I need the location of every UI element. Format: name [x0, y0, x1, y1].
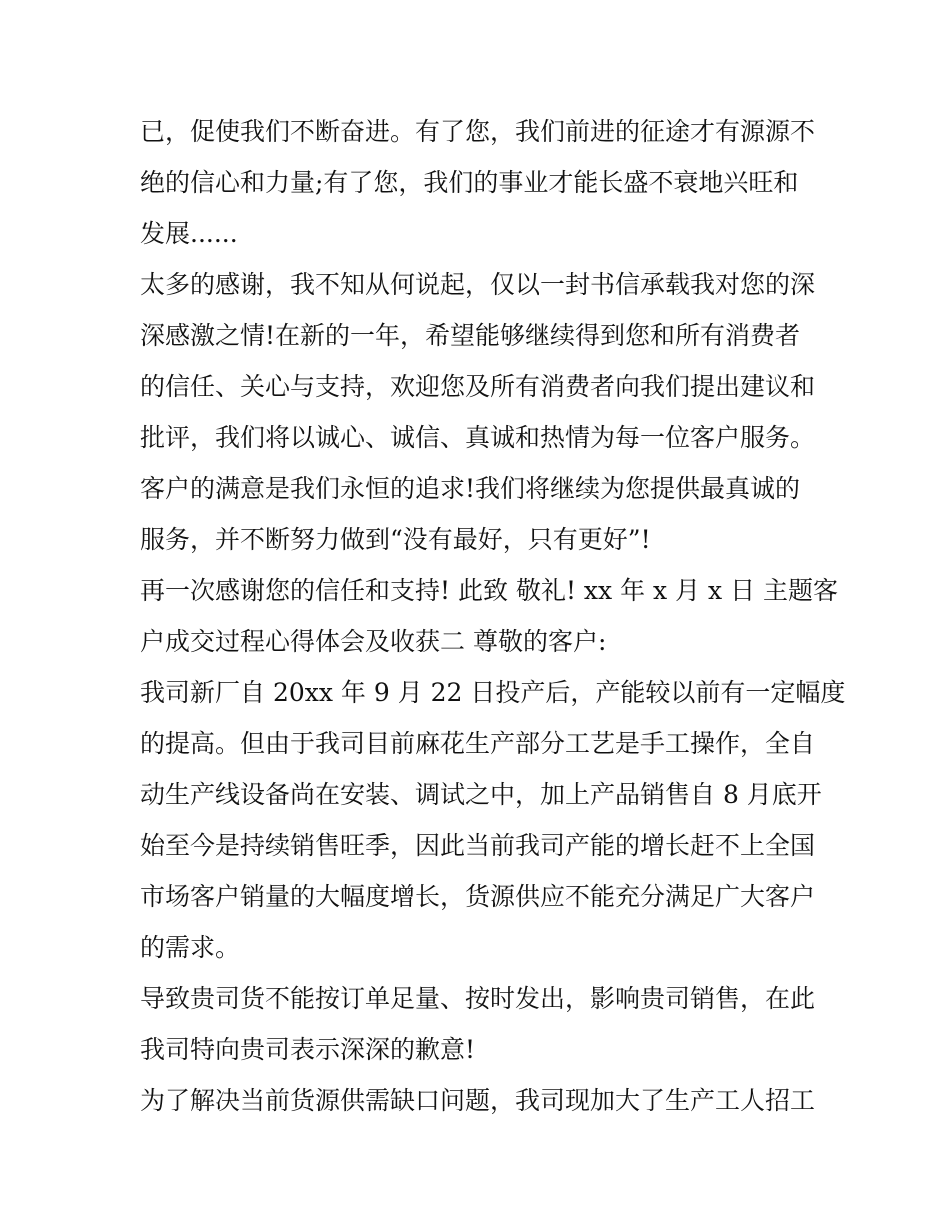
text-line: 绝的信心和力量;有了您，我们的事业才能长盛不衰地兴旺和	[140, 168, 799, 197]
text-line: 客户的满意是我们永恒的追求!我们将继续为您提供最真诚的	[140, 474, 801, 503]
text-line: 动生产线设备尚在安装、调试之中，加上产品销售自 8 月底开	[140, 780, 822, 809]
text-line: 批评，我们将以诚心、诚信、真诚和热情为每一位客户服务。	[140, 423, 816, 452]
text-line: 的信任、关心与支持，欢迎您及所有消费者向我们提出建议和	[140, 372, 816, 401]
text-line: 已，促使我们不断奋进。有了您，我们前进的征途才有源源不	[140, 117, 816, 146]
text-line: 服务，并不断努力做到“没有最好，只有更好”!	[140, 525, 651, 554]
text-line: 发展......	[140, 219, 238, 248]
text-line: 为了解决当前货源供需缺口问题，我司现加大了生产工人招工	[140, 1086, 816, 1115]
text-line: 导致贵司货不能按订单足量、按时发出，影响贵司销售，在此	[140, 984, 816, 1013]
text-line: 我司新厂自 20xx 年 9 月 22 日投产后，产能较以前有一定幅度	[140, 678, 846, 707]
text-line: 的提高。但由于我司目前麻花生产部分工艺是手工操作，全自	[140, 729, 816, 758]
text-line: 户成交过程心得体会及收获二 尊敬的客户:	[140, 627, 607, 656]
text-line: 再一次感谢您的信任和支持! 此致 敬礼! xx 年 x 月 x 日 主题客	[140, 576, 839, 605]
text-line: 太多的感谢，我不知从何说起，仅以一封书信承载我对您的深	[140, 270, 816, 299]
text-line: 我司特向贵司表示深深的歉意!	[140, 1035, 476, 1064]
text-line: 深感激之情!在新的一年，希望能够继续得到您和所有消费者	[140, 321, 801, 350]
text-line: 市场客户销量的大幅度增长，货源供应不能充分满足广大客户	[140, 882, 816, 911]
body-text	[140, 106, 846, 1126]
text-line: 的需求。	[140, 933, 241, 962]
text-line: 始至今是持续销售旺季，因此当前我司产能的增长赶不上全国	[140, 831, 816, 860]
